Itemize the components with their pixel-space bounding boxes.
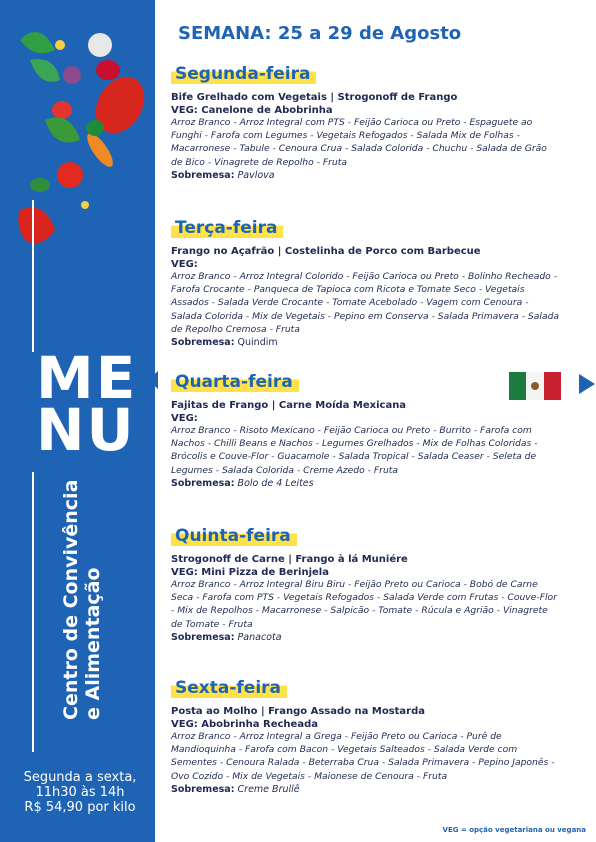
day-wednesday [171,370,561,489]
day-monday [171,62,561,181]
mexico-flag-icon [509,372,561,400]
day-title: Quarta-feira [171,370,299,394]
venue-name-line2: e Alimentação [82,567,104,720]
veg-option: VEG: [171,259,198,270]
venue-name-line1: Centro de Convivência [60,479,82,720]
dessert [171,632,561,643]
dessert-label: Sobremesa: [171,337,235,349]
day-thursday [171,524,561,643]
menu-title [36,344,138,464]
dessert-value: Bolo de 4 Leites [237,477,314,489]
veg-footnote: VEG = opção vegetariana ou vegana [442,826,586,834]
dessert-label: Sobremesa: [171,783,235,795]
veg-option: VEG: Canelone de Abobrinha [171,105,333,116]
side-dishes: Arroz Branco - Risoto Mexicano - Feijão Carioca ou Preto - Burrito - Farofa com Nachos - Chilli Beans e Nachos - Legumes Grelhados - Mix de Folhas Coloridas - Brócolis e Couve-Flor - Guacamole - Salada Tropical - Salada Ceaser - Seleta de Legumes - Salada Colorida - Creme Azedo - Fruta [171,425,538,476]
sidebar-divider-bottom [32,472,34,752]
day-title: Terça-feira [171,216,283,240]
main-dishes: Frango no Açafrão | Costelinha de Porco com Barbecue [171,246,481,257]
main-dishes: Posta ao Molho | Frango Assado na Mostarda [171,706,426,717]
dessert-value: Creme Brullê [237,783,300,795]
side-dishes: Arroz Branco - Arroz Integral com PTS - Feijão Carioca ou Preto - Espaguete ao Funghi - Farofa com Legumes - Vegetais Refogados - Salada Mix de Folhas - Macarronese - Tabule - Cenoura Crua - Salada Colorida - Chuchu - Salada de Grão de Bico - Vinagrete de Repolho - Fruta [171,117,547,168]
day-tuesday [171,216,561,348]
sidebar [0,0,155,842]
side-dishes: Arroz Branco - Arroz Integral a Grega - Feijão Preto ou Carioca - Purê de Mandioquinha - Farofa com Bacon - Vegetais Salteados - Salada Verde com Sementes - Cenoura Ralada - Beterraba Crua - Salada Primavera - Pepino Japonês - Ovo Cozido - Mix de Vegetais - Maionese de Cenoura - Fruta [171,731,555,782]
sidebar-divider-top [32,200,34,352]
main-dishes: Fajitas de Frango | Carne Moída Mexicana [171,400,407,411]
opening-hours [18,770,142,815]
dessert-value: Panacota [237,631,282,643]
side-dishes: Arroz Branco - Arroz Integral Colorido - Feijão Carioca ou Preto - Bolinho Recheado - Farofa Crocante - Panqueca de Tapioca com Ricota e Tomate Seco - Vegetais Assados - Salada Verde Crocante - Tomate Acebolado - Vagem com Cenoura - Salada Colorida - Mix de Vegetais - Pepino em Conserva - Salada Primavera - Salada de Repolho Cremosa - Fruta [171,271,560,335]
menu-title-line2: NU [36,396,136,464]
quarta-arrow-left [148,371,158,389]
menu-title-line1: ME [36,344,138,412]
day-title: Quinta-feira [171,524,297,548]
dessert [171,170,561,181]
dessert-label: Sobremesa: [171,169,235,181]
veg-option: VEG: [171,413,198,424]
veg-option: VEG: Abobrinha Recheada [171,719,318,730]
day-title: Sexta-feira [171,676,287,700]
main-dishes: Strogonoff de Carne | Frango à lá Muniére [171,554,408,565]
day-title: Segunda-feira [171,62,316,86]
side-dishes: Arroz Branco - Arroz Integral Biru Biru - Feijão Preto ou Carioca - Bobó de Carne Seca - Farofa com PTS - Vegetais Refogados - Salada Verde com Frutas - Couve-Flor - Mix de Repolhos - Macarronese - Salpicão - Tomate - Rúcula e Agrião - Vinagrete de Tomate - Fruta [171,579,557,630]
vegetables-illustration [0,0,155,270]
dessert [171,784,561,795]
dessert [171,478,561,489]
hours-days: Segunda a sexta, [23,770,137,785]
dessert [171,337,561,348]
veg-option: VEG: Mini Pizza de Berinjela [171,567,329,578]
dessert-value: Pavlova [237,169,275,181]
quarta-arrow-right [579,374,595,394]
venue-name [60,480,104,720]
hours-time: 11h30 às 14h [35,785,125,800]
dessert-value: Quindim [237,337,278,349]
dessert-label: Sobremesa: [171,631,235,643]
main-dishes: Bife Grelhado com Vegetais | Strogonoff de Frango [171,92,458,103]
dessert-label: Sobremesa: [171,477,235,489]
day-friday [171,676,561,795]
week-title: SEMANA: 25 a 29 de Agosto [178,23,462,44]
price-per-kilo: R$ 54,90 por kilo [24,800,136,815]
